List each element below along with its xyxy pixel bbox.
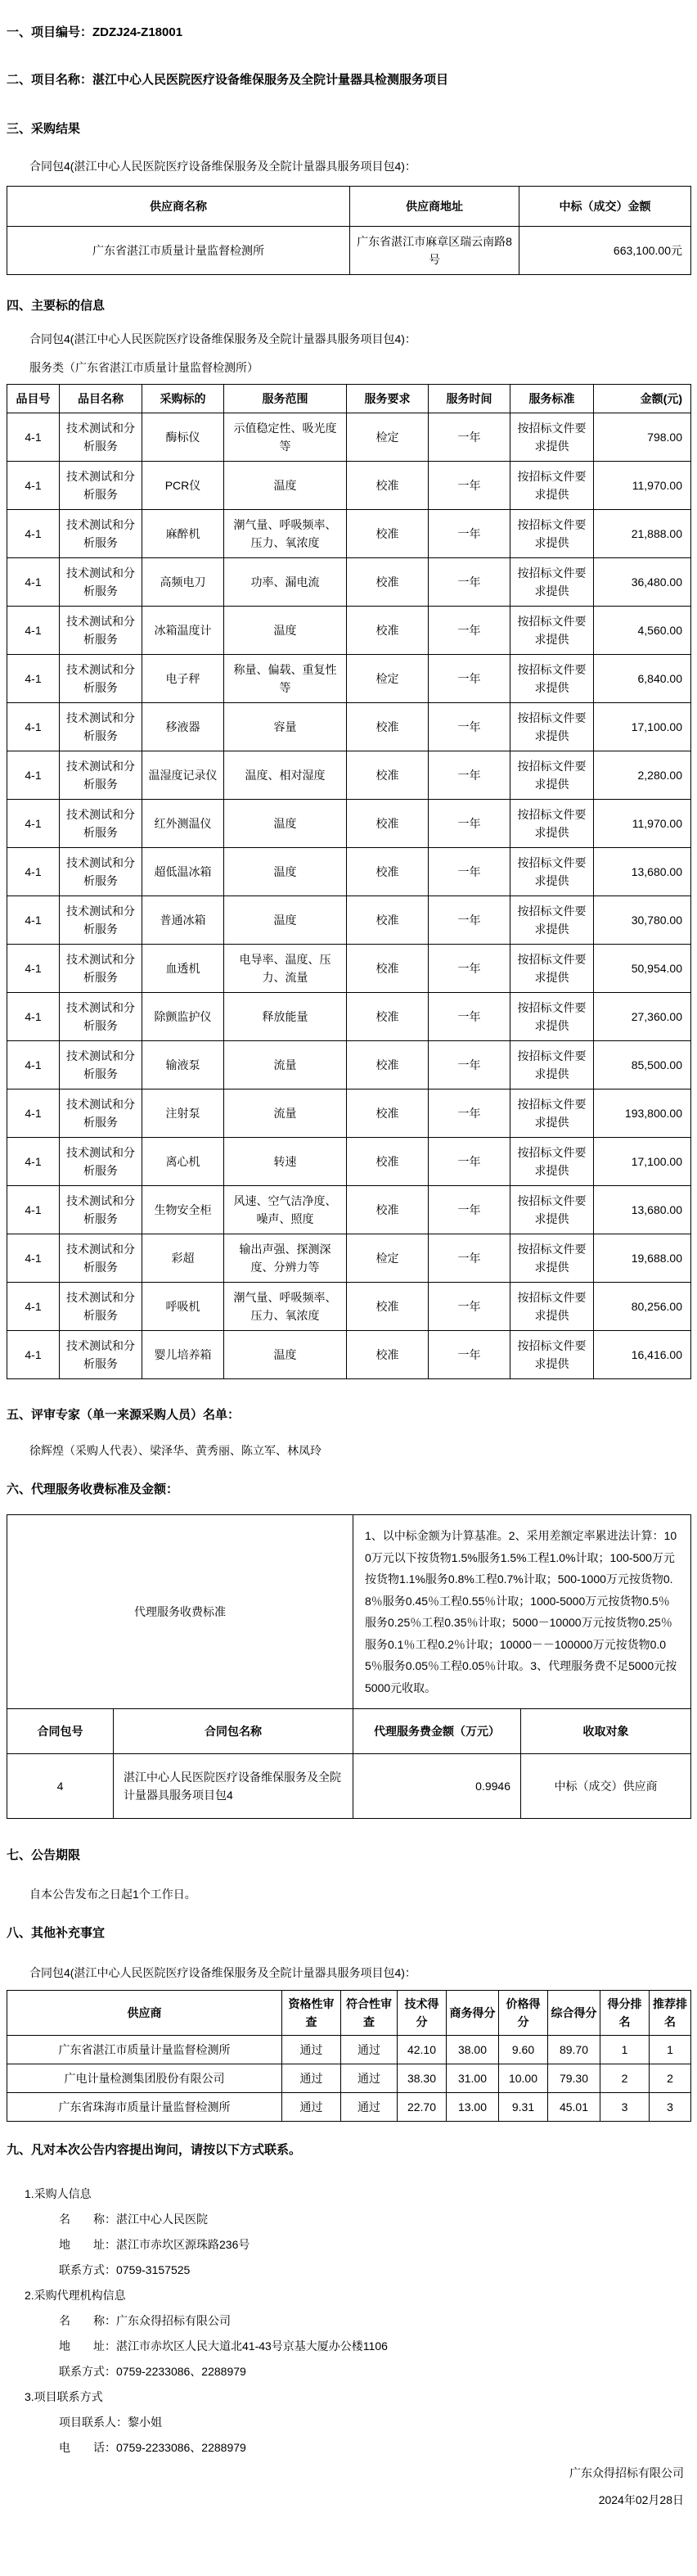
col-service-scope: 服务范围 — [224, 385, 347, 413]
other-matters-package-line: 合同包4(湛江中心人民医院医疗设备维保服务及全院计量器具服务项目包4)： — [29, 1966, 416, 1979]
amount-cell: 2,280.00 — [594, 751, 691, 800]
scope-cell: 潮气量、呼吸频率、压力、氧浓度 — [224, 1283, 347, 1331]
buyer-address-line: 地 址：湛江市赤坎区源珠路236号 — [59, 2238, 250, 2251]
item-name-cell: 技术测试和分析服务 — [60, 800, 142, 848]
project-name-heading: 二、项目名称：湛江中心人民医院医疗设备维保服务及全院计量器具检测服务项目 — [7, 73, 449, 87]
target-cell: 除颤监护仪 — [142, 993, 224, 1041]
qualification-cell: 通过 — [282, 2036, 341, 2064]
project-contact-line: 项目联系人：黎小姐 — [59, 2416, 162, 2429]
fee-col-package-no: 合同包号 — [7, 1709, 114, 1754]
standard-cell: 按招标文件要求提供 — [510, 1234, 594, 1283]
signature-date: 2024年02月28日 — [598, 2493, 684, 2506]
experts-names: 徐辉煌（采购人代表）、梁泽华、黄秀丽、陈立军、林凤玲 — [29, 1444, 322, 1457]
fee-col-package-name: 合同包名称 — [114, 1709, 353, 1754]
score-col-supplier: 供应商 — [7, 1991, 282, 2036]
item-no-cell: 4-1 — [7, 1041, 60, 1089]
score-col-conformity: 符合性审查 — [341, 1991, 398, 2036]
requirement-cell: 校准 — [347, 751, 429, 800]
time-cell: 一年 — [429, 413, 510, 462]
conformity-cell: 通过 — [341, 2036, 398, 2064]
result-col-award-amount: 中标（成交）金额 — [519, 187, 691, 227]
standard-cell: 按招标文件要求提供 — [510, 413, 594, 462]
time-cell: 一年 — [429, 1234, 510, 1283]
time-cell: 一年 — [429, 1186, 510, 1234]
main-table-header-row — [7, 385, 691, 413]
inquiry-heading: 九、凡对本次公告内容提出询问，请按以下方式联系。 — [7, 2143, 302, 2157]
score-col-business: 商务得分 — [447, 1991, 499, 2036]
requirement-cell: 校准 — [347, 558, 429, 607]
main-table-row — [7, 896, 691, 945]
score-col-qualification: 资格性审查 — [282, 1991, 341, 2036]
main-table-row — [7, 1041, 691, 1089]
supplier-name-cell: 广东省湛江市质量计量监督检测所 — [7, 227, 350, 275]
item-name-cell: 技术测试和分析服务 — [60, 413, 142, 462]
fee-package-name-cell: 湛江中心人民医院医疗设备维保服务及全院计量器具服务项目包4 — [114, 1754, 353, 1819]
requirement-cell: 校准 — [347, 896, 429, 945]
item-name-cell: 技术测试和分析服务 — [60, 751, 142, 800]
item-name-cell: 技术测试和分析服务 — [60, 703, 142, 751]
score-col-technical: 技术得分 — [398, 1991, 447, 2036]
item-name-cell: 技术测试和分析服务 — [60, 1234, 142, 1283]
target-cell: 离心机 — [142, 1138, 224, 1186]
amount-cell: 50,954.00 — [594, 945, 691, 993]
main-table-row — [7, 800, 691, 848]
signature-company: 广东众得招标有限公司 — [569, 2466, 684, 2479]
scope-cell: 温度 — [224, 462, 347, 510]
amount-cell: 13,680.00 — [594, 1186, 691, 1234]
target-cell: 电子秤 — [142, 655, 224, 703]
target-cell: 彩超 — [142, 1234, 224, 1283]
fee-payer-cell: 中标（成交）供应商 — [521, 1754, 691, 1819]
requirement-cell: 检定 — [347, 413, 429, 462]
score-col-total: 综合得分 — [548, 1991, 600, 2036]
item-name-cell: 技术测试和分析服务 — [60, 1186, 142, 1234]
requirement-cell: 校准 — [347, 848, 429, 896]
requirement-cell: 校准 — [347, 945, 429, 993]
scope-cell: 温度 — [224, 896, 347, 945]
scope-cell: 电导率、温度、压力、流量 — [224, 945, 347, 993]
item-no-cell: 4-1 — [7, 800, 60, 848]
score-col-price: 价格得分 — [499, 1991, 548, 2036]
standard-cell: 按招标文件要求提供 — [510, 703, 594, 751]
item-name-cell: 技术测试和分析服务 — [60, 1283, 142, 1331]
item-no-cell: 4-1 — [7, 1186, 60, 1234]
item-no-cell: 4-1 — [7, 993, 60, 1041]
result-table-row — [7, 227, 691, 275]
score-rank-cell: 1 — [600, 2036, 650, 2064]
result-table-header-row — [7, 187, 691, 227]
scope-cell: 风速、空气洁净度、噪声、照度 — [224, 1186, 347, 1234]
requirement-cell: 校准 — [347, 462, 429, 510]
main-subject-heading: 四、主要标的信息 — [7, 299, 106, 313]
score-table-row — [7, 2064, 691, 2093]
requirement-cell: 校准 — [347, 510, 429, 558]
item-name-cell: 技术测试和分析服务 — [60, 1138, 142, 1186]
main-subject-package-line: 合同包4(湛江中心人民医院医疗设备维保服务及全院计量器具服务项目包4)： — [29, 332, 416, 345]
result-col-supplier-address: 供应商地址 — [350, 187, 519, 227]
amount-cell: 85,500.00 — [594, 1041, 691, 1089]
scope-cell: 温度 — [224, 848, 347, 896]
time-cell: 一年 — [429, 993, 510, 1041]
experts-heading: 五、评审专家（单一来源采购人员）名单： — [7, 1408, 241, 1422]
time-cell: 一年 — [429, 800, 510, 848]
service-category-line: 服务类（广东省湛江市质量计量监督检测所） — [29, 361, 259, 374]
announcement-period-heading: 七、公告期限 — [7, 1848, 81, 1862]
main-table-row — [7, 703, 691, 751]
amount-cell: 21,888.00 — [594, 510, 691, 558]
score-supplier-cell: 广东省珠海市质量计量监督检测所 — [7, 2093, 282, 2122]
fee-standard-text: 1、以中标金额为计算基准。2、采用差额定率累进法计算：100万元以下按货物1.5%服务1.5%工程1.0%计取；100-500万元按货物1.1%服务0.8%工程0.7%计取；500-1000万元按货物0.8％服务0.45％工程0.55％计取；1000-5000万元按货物0.5％服务0.25％工程0.35％计取；5000－10000万元按货物0.25％服务0.1％工程0.2％计取；10000－－100000万元按货物0.05％服务0.05％工程0.05％计取。3、代理服务费不足5000元按5000元收取。 — [353, 1515, 691, 1709]
amount-cell: 11,970.00 — [594, 800, 691, 848]
item-name-cell: 技术测试和分析服务 — [60, 945, 142, 993]
recommend-rank-cell: 2 — [650, 2064, 691, 2093]
scope-cell: 温度、相对湿度 — [224, 751, 347, 800]
item-name-cell: 技术测试和分析服务 — [60, 655, 142, 703]
main-table-row — [7, 413, 691, 462]
item-no-cell: 4-1 — [7, 751, 60, 800]
main-table-row — [7, 607, 691, 655]
target-cell: PCR仪 — [142, 462, 224, 510]
recommend-rank-cell: 3 — [650, 2093, 691, 2122]
amount-cell: 17,100.00 — [594, 1138, 691, 1186]
price-score-cell: 10.00 — [499, 2064, 548, 2093]
buyer-name-line: 名 称：湛江中心人民医院 — [59, 2213, 208, 2226]
item-no-cell: 4-1 — [7, 607, 60, 655]
time-cell: 一年 — [429, 896, 510, 945]
item-no-cell: 4-1 — [7, 1138, 60, 1186]
main-table-row — [7, 558, 691, 607]
col-amount: 金额(元) — [594, 385, 691, 413]
conformity-cell: 通过 — [341, 2064, 398, 2093]
scope-cell: 转速 — [224, 1138, 347, 1186]
item-no-cell: 4-1 — [7, 1234, 60, 1283]
scope-cell: 释放能量 — [224, 993, 347, 1041]
requirement-cell: 校准 — [347, 1138, 429, 1186]
agent-phone-line: 联系方式：0759-2233086、2288979 — [59, 2365, 246, 2378]
scope-cell: 示值稳定性、吸光度等 — [224, 413, 347, 462]
main-table-row — [7, 1283, 691, 1331]
target-cell: 超低温冰箱 — [142, 848, 224, 896]
target-cell: 麻醉机 — [142, 510, 224, 558]
target-cell: 血透机 — [142, 945, 224, 993]
scope-cell: 功率、漏电流 — [224, 558, 347, 607]
time-cell: 一年 — [429, 1331, 510, 1379]
total-score-cell: 45.01 — [548, 2093, 600, 2122]
fee-standard-label: 代理服务收费标准 — [7, 1515, 353, 1709]
score-supplier-cell: 广东省湛江市质量计量监督检测所 — [7, 2036, 282, 2064]
time-cell: 一年 — [429, 1089, 510, 1138]
scope-cell: 温度 — [224, 607, 347, 655]
target-cell: 移液器 — [142, 703, 224, 751]
scope-cell: 温度 — [224, 1331, 347, 1379]
col-service-requirement: 服务要求 — [347, 385, 429, 413]
time-cell: 一年 — [429, 848, 510, 896]
score-col-score-rank: 得分排名 — [600, 1991, 650, 2036]
item-no-cell: 4-1 — [7, 896, 60, 945]
amount-cell: 193,800.00 — [594, 1089, 691, 1138]
score-supplier-cell: 广电计量检测集团股份有限公司 — [7, 2064, 282, 2093]
business-score-cell: 31.00 — [447, 2064, 499, 2093]
qualification-cell: 通过 — [282, 2064, 341, 2093]
supplier-score-table — [7, 1990, 691, 2122]
item-no-cell: 4-1 — [7, 462, 60, 510]
requirement-cell: 检定 — [347, 655, 429, 703]
standard-cell: 按招标文件要求提供 — [510, 655, 594, 703]
time-cell: 一年 — [429, 558, 510, 607]
item-no-cell: 4-1 — [7, 558, 60, 607]
item-name-cell: 技术测试和分析服务 — [60, 558, 142, 607]
technical-score-cell: 22.70 — [398, 2093, 447, 2122]
conformity-cell: 通过 — [341, 2093, 398, 2122]
standard-cell: 按招标文件要求提供 — [510, 993, 594, 1041]
main-table-row — [7, 1331, 691, 1379]
time-cell: 一年 — [429, 945, 510, 993]
announcement-period-text: 自本公告发布之日起1个工作日。 — [29, 1888, 196, 1901]
time-cell: 一年 — [429, 607, 510, 655]
scope-cell: 流量 — [224, 1089, 347, 1138]
main-table-row — [7, 945, 691, 993]
project-number-heading: 一、项目编号：ZDZJ24-Z18001 — [7, 25, 183, 39]
fee-table-row — [7, 1754, 691, 1819]
fee-col-fee-amount: 代理服务费金额（万元） — [353, 1709, 521, 1754]
time-cell: 一年 — [429, 510, 510, 558]
target-cell: 婴儿培养箱 — [142, 1331, 224, 1379]
item-name-cell: 技术测试和分析服务 — [60, 993, 142, 1041]
amount-cell: 30,780.00 — [594, 896, 691, 945]
amount-cell: 11,970.00 — [594, 462, 691, 510]
project-contact-title: 3.项目联系方式 — [25, 2390, 103, 2403]
buyer-phone-line: 联系方式：0759-3157525 — [59, 2263, 191, 2276]
target-cell: 红外测温仪 — [142, 800, 224, 848]
time-cell: 一年 — [429, 655, 510, 703]
fee-amount-cell: 0.9946 — [353, 1754, 521, 1819]
requirement-cell: 校准 — [347, 607, 429, 655]
scope-cell: 流量 — [224, 1041, 347, 1089]
time-cell: 一年 — [429, 462, 510, 510]
main-table-row — [7, 1186, 691, 1234]
time-cell: 一年 — [429, 1283, 510, 1331]
target-cell: 高频电刀 — [142, 558, 224, 607]
item-no-cell: 4-1 — [7, 1331, 60, 1379]
target-cell: 温湿度记录仪 — [142, 751, 224, 800]
result-col-supplier-name: 供应商名称 — [7, 187, 350, 227]
item-no-cell: 4-1 — [7, 1283, 60, 1331]
standard-cell: 按招标文件要求提供 — [510, 1089, 594, 1138]
technical-score-cell: 42.10 — [398, 2036, 447, 2064]
requirement-cell: 校准 — [347, 1186, 429, 1234]
standard-cell: 按招标文件要求提供 — [510, 558, 594, 607]
standard-cell: 按招标文件要求提供 — [510, 945, 594, 993]
target-cell: 普通冰箱 — [142, 896, 224, 945]
score-col-recommend-rank: 推荐排名 — [650, 1991, 691, 2036]
item-no-cell: 4-1 — [7, 510, 60, 558]
time-cell: 一年 — [429, 1138, 510, 1186]
item-no-cell: 4-1 — [7, 945, 60, 993]
col-item-no: 品目号 — [7, 385, 60, 413]
price-score-cell: 9.60 — [499, 2036, 548, 2064]
main-table-row — [7, 848, 691, 896]
col-service-time: 服务时间 — [429, 385, 510, 413]
agency-fee-heading: 六、代理服务收费标准及金额： — [7, 1482, 179, 1496]
requirement-cell: 校准 — [347, 1283, 429, 1331]
score-rank-cell: 3 — [600, 2093, 650, 2122]
item-no-cell: 4-1 — [7, 413, 60, 462]
amount-cell: 19,688.00 — [594, 1234, 691, 1283]
standard-cell: 按招标文件要求提供 — [510, 1186, 594, 1234]
standard-cell: 按招标文件要求提供 — [510, 751, 594, 800]
fee-standard-row — [7, 1515, 691, 1709]
item-name-cell: 技术测试和分析服务 — [60, 607, 142, 655]
main-table-row — [7, 1089, 691, 1138]
item-name-cell: 技术测试和分析服务 — [60, 1041, 142, 1089]
amount-cell: 13,680.00 — [594, 848, 691, 896]
target-cell: 酶标仪 — [142, 413, 224, 462]
amount-cell: 6,840.00 — [594, 655, 691, 703]
scope-cell: 潮气量、呼吸频率、压力、氧浓度 — [224, 510, 347, 558]
fee-table-header-row — [7, 1709, 691, 1754]
score-rank-cell: 2 — [600, 2064, 650, 2093]
target-cell: 呼吸机 — [142, 1283, 224, 1331]
agent-name-line: 名 称：广东众得招标有限公司 — [59, 2314, 231, 2327]
standard-cell: 按招标文件要求提供 — [510, 800, 594, 848]
requirement-cell: 校准 — [347, 1331, 429, 1379]
requirement-cell: 校准 — [347, 1041, 429, 1089]
standard-cell: 按招标文件要求提供 — [510, 607, 594, 655]
technical-score-cell: 38.30 — [398, 2064, 447, 2093]
fee-col-payer: 收取对象 — [521, 1709, 691, 1754]
amount-cell: 27,360.00 — [594, 993, 691, 1041]
item-no-cell: 4-1 — [7, 703, 60, 751]
business-score-cell: 13.00 — [447, 2093, 499, 2122]
item-name-cell: 技术测试和分析服务 — [60, 848, 142, 896]
amount-cell: 16,416.00 — [594, 1331, 691, 1379]
item-name-cell: 技术测试和分析服务 — [60, 510, 142, 558]
agent-address-line: 地 址：湛江市赤坎区人民大道北41-43号京基大厦办公楼1106 — [59, 2339, 388, 2353]
agency-fee-table — [7, 1514, 691, 1819]
target-cell: 输液泵 — [142, 1041, 224, 1089]
item-name-cell: 技术测试和分析服务 — [60, 896, 142, 945]
score-table-row — [7, 2093, 691, 2122]
scope-cell: 称量、偏载、重复性等 — [224, 655, 347, 703]
requirement-cell: 校准 — [347, 1089, 429, 1138]
supplier-address-cell: 广东省湛江市麻章区瑞云南路8号 — [350, 227, 519, 275]
fee-package-no-cell: 4 — [7, 1754, 114, 1819]
main-table-row — [7, 1234, 691, 1283]
item-name-cell: 技术测试和分析服务 — [60, 1331, 142, 1379]
time-cell: 一年 — [429, 751, 510, 800]
main-table-row — [7, 1138, 691, 1186]
total-score-cell: 89.70 — [548, 2036, 600, 2064]
item-no-cell: 4-1 — [7, 1089, 60, 1138]
item-name-cell: 技术测试和分析服务 — [60, 462, 142, 510]
scope-cell: 输出声强、探测深度、分辨力等 — [224, 1234, 347, 1283]
procurement-result-table — [7, 186, 691, 275]
recommend-rank-cell: 1 — [650, 2036, 691, 2064]
project-phone-line: 电 话：0759-2233086、2288979 — [59, 2441, 246, 2454]
requirement-cell: 检定 — [347, 1234, 429, 1283]
col-service-standard: 服务标准 — [510, 385, 594, 413]
requirement-cell: 校准 — [347, 993, 429, 1041]
total-score-cell: 79.30 — [548, 2064, 600, 2093]
standard-cell: 按招标文件要求提供 — [510, 510, 594, 558]
standard-cell: 按招标文件要求提供 — [510, 1041, 594, 1089]
standard-cell: 按招标文件要求提供 — [510, 1283, 594, 1331]
main-table-row — [7, 655, 691, 703]
col-item-name: 品目名称 — [60, 385, 142, 413]
main-table-row — [7, 993, 691, 1041]
standard-cell: 按招标文件要求提供 — [510, 462, 594, 510]
qualification-cell: 通过 — [282, 2093, 341, 2122]
standard-cell: 按招标文件要求提供 — [510, 1331, 594, 1379]
standard-cell: 按招标文件要求提供 — [510, 896, 594, 945]
standard-cell: 按招标文件要求提供 — [510, 848, 594, 896]
award-amount-cell: 663,100.00元 — [519, 227, 691, 275]
requirement-cell: 校准 — [347, 703, 429, 751]
score-table-row — [7, 2036, 691, 2064]
col-procurement-target: 采购标的 — [142, 385, 224, 413]
item-no-cell: 4-1 — [7, 655, 60, 703]
time-cell: 一年 — [429, 703, 510, 751]
amount-cell: 80,256.00 — [594, 1283, 691, 1331]
main-table-row — [7, 751, 691, 800]
amount-cell: 17,100.00 — [594, 703, 691, 751]
buyer-info-title: 1.采购人信息 — [25, 2187, 92, 2200]
signature-block — [7, 2465, 690, 2509]
procurement-result-heading: 三、采购结果 — [7, 122, 81, 136]
score-table-header-row — [7, 1991, 691, 2036]
requirement-cell: 校准 — [347, 800, 429, 848]
business-score-cell: 38.00 — [447, 2036, 499, 2064]
agent-info-title: 2.采购代理机构信息 — [25, 2289, 126, 2302]
amount-cell: 36,480.00 — [594, 558, 691, 607]
amount-cell: 4,560.00 — [594, 607, 691, 655]
price-score-cell: 9.31 — [499, 2093, 548, 2122]
main-table-row — [7, 510, 691, 558]
target-cell: 注射泵 — [142, 1089, 224, 1138]
time-cell: 一年 — [429, 1041, 510, 1089]
target-cell: 生物安全柜 — [142, 1186, 224, 1234]
amount-cell: 798.00 — [594, 413, 691, 462]
main-subject-table — [7, 384, 691, 1379]
standard-cell: 按招标文件要求提供 — [510, 1138, 594, 1186]
result-package-line: 合同包4(湛江中心人民医院医疗设备维保服务及全院计量器具服务项目包4)： — [29, 160, 416, 173]
other-matters-heading: 八、其他补充事宜 — [7, 1926, 106, 1940]
scope-cell: 容量 — [224, 703, 347, 751]
main-table-row — [7, 462, 691, 510]
item-name-cell: 技术测试和分析服务 — [60, 1089, 142, 1138]
item-no-cell: 4-1 — [7, 848, 60, 896]
target-cell: 冰箱温度计 — [142, 607, 224, 655]
scope-cell: 温度 — [224, 800, 347, 848]
